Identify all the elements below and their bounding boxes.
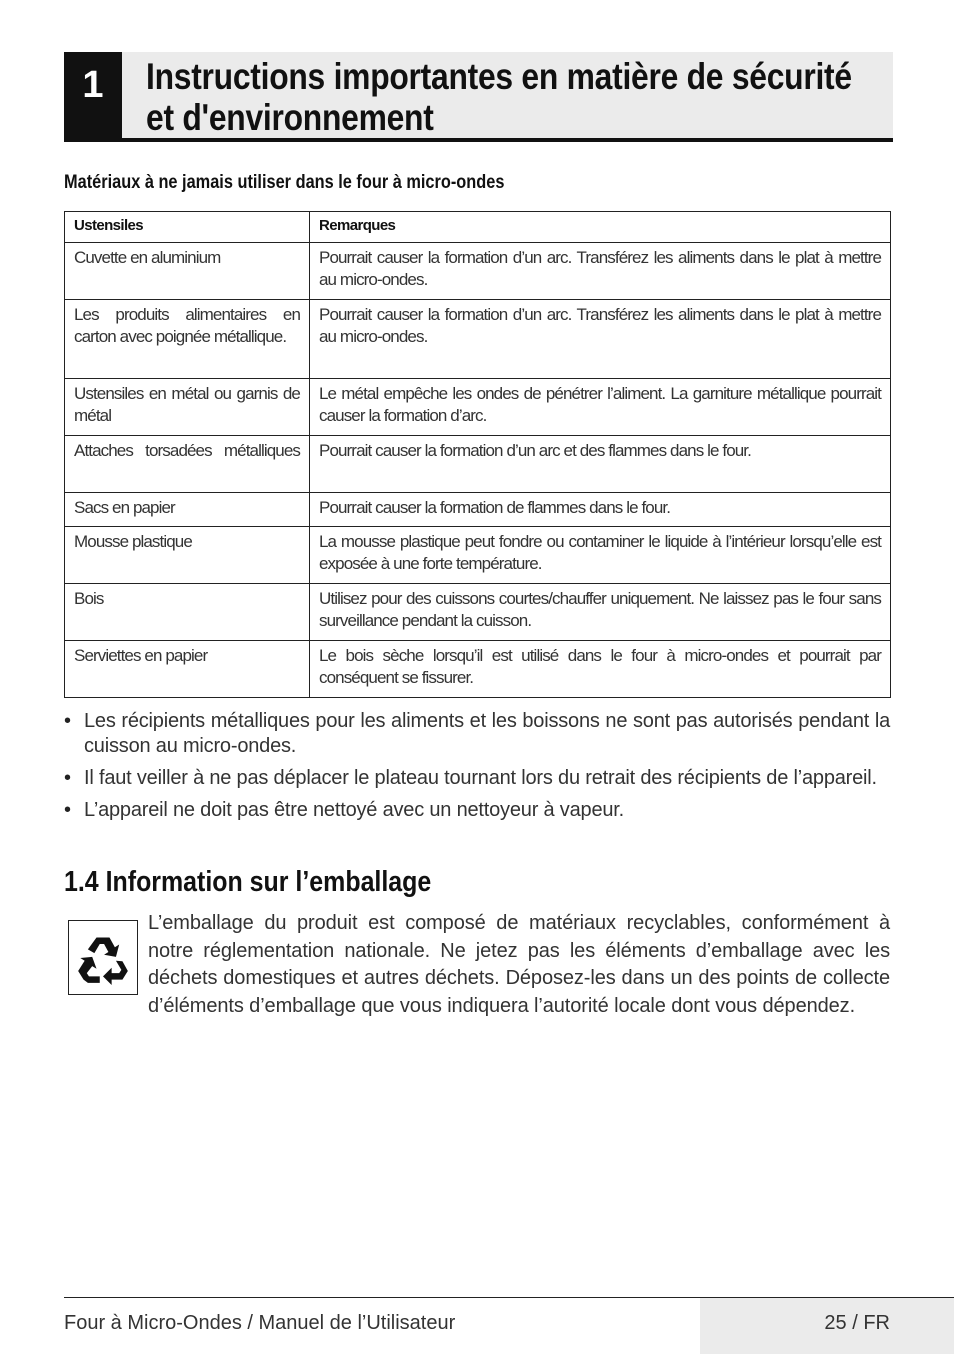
table-row: [65, 584, 891, 641]
list-item: • Il faut veiller à ne pas déplacer le plateau tournant lors du retrait des récipients de l’appareil.: [64, 767, 877, 789]
bullet-icon: •: [64, 767, 71, 789]
table-row: [65, 379, 891, 436]
table-row: [65, 300, 891, 379]
chapter-header: [64, 52, 893, 142]
utensil-cell: Cuvette en aluminium: [65, 243, 310, 300]
column-header-remarques: Remarques: [310, 212, 891, 243]
remark-cell: Pourrait causer la formation d’un arc. Transférez les aliments dans le plat à mettre au micro-ondes.: [310, 243, 891, 300]
bullet-icon: •: [64, 799, 71, 821]
table-row: [65, 243, 891, 300]
bullet-icon: •: [64, 710, 71, 732]
recycle-icon-frame: [68, 920, 138, 995]
remark-cell: Le métal empêche les ondes de pénétrer l’aliment. La garniture métallique pourrait causer la formation d’arc.: [310, 379, 891, 436]
footer-page-number: 25 / FR: [824, 1312, 890, 1334]
footer-divider: [64, 1297, 954, 1298]
table-header-row: [65, 212, 891, 243]
section-title: 1.4 Information sur l’emballage: [64, 866, 432, 898]
utensil-cell: Sacs en papier: [65, 493, 310, 527]
remark-cell: Pourrait causer la formation de flammes dans le four.: [310, 493, 891, 527]
utensil-cell: Mousse plastique: [65, 527, 310, 584]
utensil-cell: Serviettes en papier: [65, 641, 310, 698]
footer-manual-title: Four à Micro-Ondes / Manuel de l’Utilisateur: [64, 1312, 456, 1334]
remark-cell: Utilisez pour des cuissons courtes/chauffer uniquement. Ne laissez pas le four sans surveillance pendant la cuisson.: [310, 584, 891, 641]
remark-cell: Le bois sèche lorsqu’il est utilisé dans le four à micro-ondes et pourrait par conséquent se fissurer.: [310, 641, 891, 698]
table-row: [65, 436, 891, 493]
column-header-ustensiles: Ustensiles: [65, 212, 310, 243]
list-item: • L’appareil ne doit pas être nettoyé avec un nettoyeur à vapeur.: [64, 799, 625, 821]
remark-cell: La mousse plastique peut fondre ou contaminer le liquide à l’intérieur lorsqu’elle est exposée à une forte température.: [310, 527, 891, 584]
packaging-paragraph: L’emballage du produit est composé de matériaux recyclables, conformément à notre réglementation nationale. Ne jetez pas les éléments d’emballage avec les déchets domestiques et autres déchets. Déposez-les dans un des points de collecte d’éléments d’emballage que vous indiquera l’autorité locale dont vous dépendez.: [148, 912, 890, 1017]
remark-cell: Pourrait causer la formation d’un arc et des flammes dans le four.: [310, 436, 891, 493]
materials-table: [64, 211, 891, 698]
chapter-title: Instructions importantes en matière de sécurité et d'environnement: [146, 56, 852, 138]
utensil-cell: Bois: [65, 584, 310, 641]
table-heading: Matériaux à ne jamais utiliser dans le four à micro-ondes: [64, 172, 505, 193]
list-item: • Les récipients métalliques pour les aliments et les boissons ne sont pas autorisés pendant la cuisson au micro-ondes.: [64, 710, 890, 757]
table-row: [65, 527, 891, 584]
utensil-cell: Attaches torsadées métalliques: [65, 436, 310, 493]
table-row: [65, 493, 891, 527]
utensil-cell: Les produits alimentaires en carton avec poignée métallique.: [65, 300, 310, 379]
utensil-cell: Ustensiles en métal ou garnis de métal: [65, 379, 310, 436]
recycle-icon: [76, 931, 130, 985]
chapter-number: 1: [64, 52, 122, 138]
table-row: [65, 641, 891, 698]
safety-bullet-list: [64, 709, 890, 830]
remark-cell: Pourrait causer la formation d’un arc. Transférez les aliments dans le plat à mettre au micro-ondes.: [310, 300, 891, 379]
